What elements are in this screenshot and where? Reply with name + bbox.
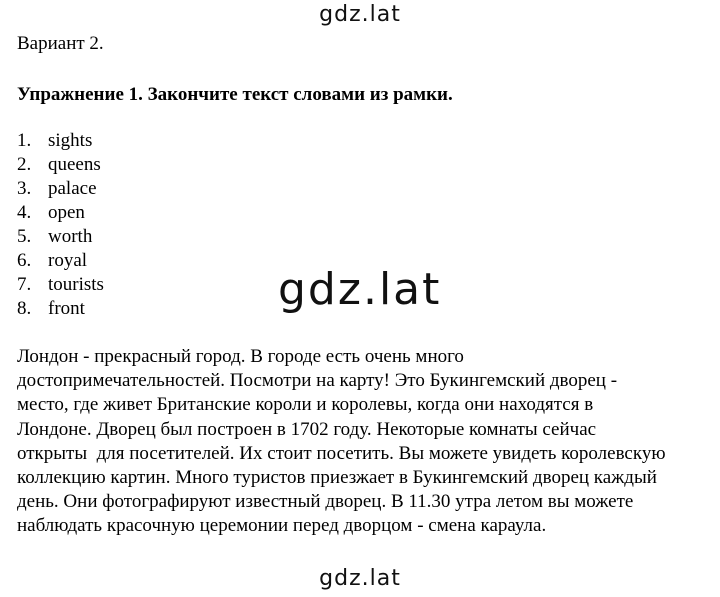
word-list-item: [17, 177, 104, 201]
word-number: 7.: [17, 274, 32, 295]
word-text: sights: [48, 130, 93, 151]
variant-label: Вариант 2.: [17, 33, 104, 54]
word-text: royal: [48, 250, 88, 271]
paragraph-line: Лондоне. Дворец был построен в 1702 году. Некоторые комнаты сейчас: [17, 418, 597, 440]
paragraph-line: Лондон - прекрасный город. В городе есть очень много: [17, 346, 464, 367]
word-list-item: [17, 249, 104, 273]
watermark-bottom: gdz.lat: [319, 566, 401, 591]
word-list-item: [17, 273, 104, 297]
word-number: 8.: [17, 298, 32, 319]
word-number: 4.: [17, 202, 32, 223]
paragraph-line: день. Они фотографируют известный дворец. В 11.30 утра летом вы можете: [17, 491, 634, 513]
paragraph-line: наблюдать красочную церемонии перед дворцом - смена караула.: [17, 515, 547, 537]
paragraph-line: достопримечательностей. Посмотри на карту! Это Букингемский дворец -: [17, 370, 618, 392]
word-number: 3.: [17, 178, 32, 199]
translation-paragraph: [17, 345, 707, 539]
paragraph-line: открыты для посетителей. Их стоит посетить. Вы можете увидеть королевскую: [17, 442, 666, 464]
watermark-center: gdz.lat: [278, 264, 442, 315]
exercise-title: Упражнение 1. Закончите текст словами из рамки.: [17, 84, 453, 105]
word-list-item: [17, 129, 104, 153]
word-text: queens: [48, 154, 101, 175]
word-text: front: [48, 298, 85, 319]
word-number: 1.: [17, 130, 32, 151]
word-number: 5.: [17, 226, 32, 247]
paragraph-line: место, где живет Британские короли и королевы, когда они находятся в: [17, 394, 594, 416]
word-list-item: [17, 225, 104, 249]
word-number: 6.: [17, 250, 32, 271]
word-list: [17, 129, 104, 321]
paragraph-line: коллекцию картин. Много туристов приезжает в Букингемский дворец каждый: [17, 467, 657, 489]
word-list-item: [17, 153, 104, 177]
watermark-top: gdz.lat: [319, 2, 401, 27]
word-text: open: [48, 202, 85, 223]
word-text: worth: [48, 226, 93, 247]
word-number: 2.: [17, 154, 32, 175]
word-list-item: [17, 201, 104, 225]
word-list-item: [17, 297, 104, 321]
word-text: palace: [48, 178, 97, 199]
word-text: tourists: [48, 274, 104, 295]
